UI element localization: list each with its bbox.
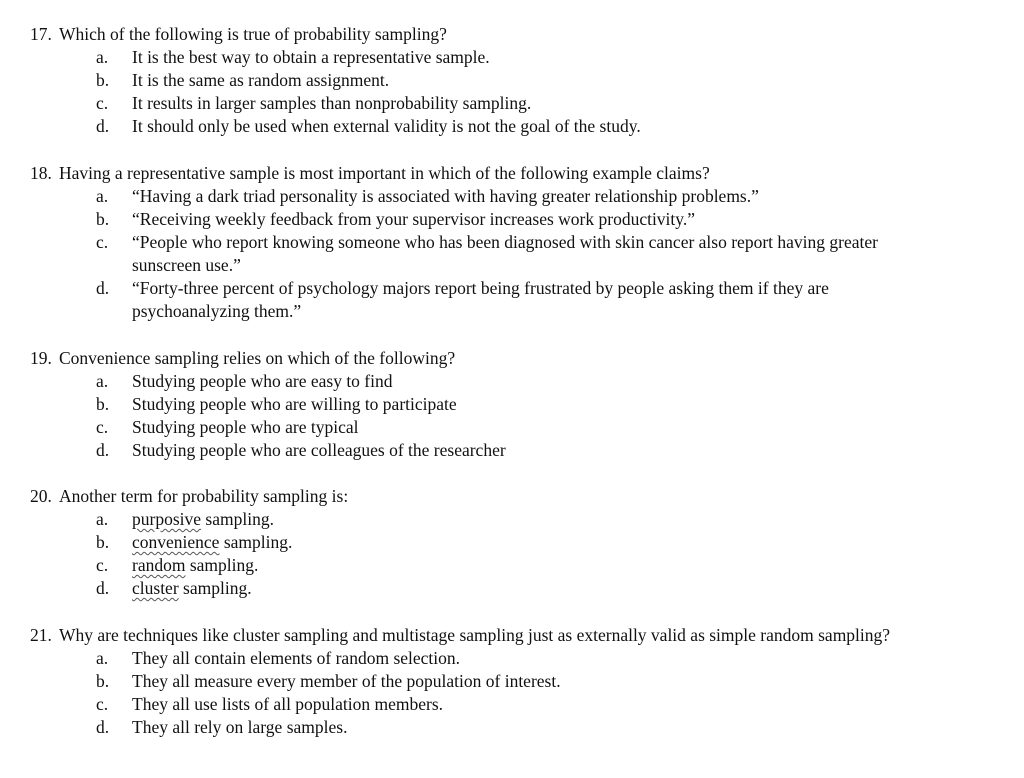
option-a <box>30 46 990 69</box>
option-letter: c. <box>96 232 109 252</box>
option-list <box>30 370 990 462</box>
option-letter: d. <box>96 578 110 598</box>
option-b <box>30 69 990 92</box>
option-b <box>30 208 990 231</box>
spellcheck-word: purposive <box>132 509 202 529</box>
spellcheck-word: convenience <box>132 532 220 552</box>
option-letter: b. <box>96 532 110 552</box>
option-text: “Forty-three percent of psychology majors report being frustrated by people asking them if they are psychoanalyzing them.” <box>132 278 829 321</box>
option-letter: a. <box>96 47 109 67</box>
option-list <box>30 46 990 138</box>
option-letter: c. <box>96 555 109 575</box>
question-stem <box>30 485 990 508</box>
option-text: “Receiving weekly feedback from your supervisor increases work productivity.” <box>132 209 696 229</box>
option-text: Studying people who are colleagues of the researcher <box>132 440 506 460</box>
option-letter: d. <box>96 116 110 136</box>
option-rest: sampling. <box>185 555 259 575</box>
option-text: “Having a dark triad personality is associated with having greater relationship problems.” <box>132 186 759 206</box>
option-letter: d. <box>96 717 110 737</box>
question-text: Having a representative sample is most important in which of the following example claims? <box>59 163 710 183</box>
option-d <box>30 439 990 462</box>
option-letter: c. <box>96 93 109 113</box>
question-stem <box>30 23 990 46</box>
option-text: Studying people who are easy to find <box>132 371 393 391</box>
option-d <box>30 115 990 138</box>
option-text: Studying people who are willing to participate <box>132 394 457 414</box>
option-a <box>30 185 990 208</box>
question-text: Which of the following is true of probability sampling? <box>59 24 447 44</box>
option-c <box>30 231 990 277</box>
option-text: It is the same as random assignment. <box>132 70 390 90</box>
option-text: Studying people who are typical <box>132 417 359 437</box>
spellcheck-word: random <box>132 555 186 575</box>
option-d <box>30 716 990 739</box>
question-17 <box>30 23 990 138</box>
option-rest: sampling. <box>219 532 293 552</box>
option-list <box>30 185 990 323</box>
question-number: 18. <box>30 163 52 183</box>
question-number: 19. <box>30 348 52 368</box>
question-text: Another term for probability sampling is: <box>59 486 349 506</box>
option-a <box>30 370 990 393</box>
option-text: It is the best way to obtain a representative sample. <box>132 47 490 67</box>
option-letter: b. <box>96 394 110 414</box>
option-d <box>30 577 990 600</box>
option-a <box>30 508 990 531</box>
option-rest: sampling. <box>201 509 274 529</box>
question-number: 20. <box>30 486 52 506</box>
option-text <box>132 508 990 531</box>
option-text: They all contain elements of random selection. <box>132 648 461 668</box>
question-21 <box>30 624 990 739</box>
option-c <box>30 92 990 115</box>
option-list <box>30 647 990 739</box>
option-text <box>132 577 990 600</box>
option-letter: d. <box>96 278 110 298</box>
option-letter: b. <box>96 671 110 691</box>
option-a <box>30 647 990 670</box>
option-list <box>30 508 990 600</box>
option-text <box>132 531 990 554</box>
option-text: They all measure every member of the population of interest. <box>132 671 561 691</box>
option-letter: a. <box>96 509 109 529</box>
option-c <box>30 554 990 577</box>
option-letter: a. <box>96 371 109 391</box>
option-text: They all use lists of all population members. <box>132 694 444 714</box>
option-text: It results in larger samples than nonprobability sampling. <box>132 93 532 113</box>
option-text: It should only be used when external validity is not the goal of the study. <box>132 116 641 136</box>
option-b <box>30 393 990 416</box>
spellcheck-word: cluster <box>132 578 179 598</box>
question-number: 21. <box>30 625 52 645</box>
question-18 <box>30 162 990 323</box>
option-letter: c. <box>96 694 109 714</box>
option-text: “People who report knowing someone who has been diagnosed with skin cancer also report having greater sunscreen use.” <box>132 232 878 275</box>
option-b <box>30 670 990 693</box>
option-rest: sampling. <box>178 578 252 598</box>
option-c <box>30 693 990 716</box>
option-c <box>30 416 990 439</box>
question-19 <box>30 347 990 462</box>
question-stem <box>30 624 990 647</box>
question-stem <box>30 347 990 370</box>
question-20 <box>30 485 990 600</box>
option-letter: b. <box>96 209 110 229</box>
option-b <box>30 531 990 554</box>
option-letter: a. <box>96 648 109 668</box>
question-number: 17. <box>30 24 52 44</box>
option-d <box>30 277 990 323</box>
option-letter: b. <box>96 70 110 90</box>
option-letter: d. <box>96 440 110 460</box>
question-text: Convenience sampling relies on which of the following? <box>59 348 456 368</box>
option-letter: a. <box>96 186 109 206</box>
option-text: They all rely on large samples. <box>132 717 348 737</box>
question-text: Why are techniques like cluster sampling and multistage sampling just as externally valid as simple random sampling? <box>59 625 891 645</box>
option-letter: c. <box>96 417 109 437</box>
question-stem <box>30 162 990 185</box>
option-text <box>132 554 990 577</box>
